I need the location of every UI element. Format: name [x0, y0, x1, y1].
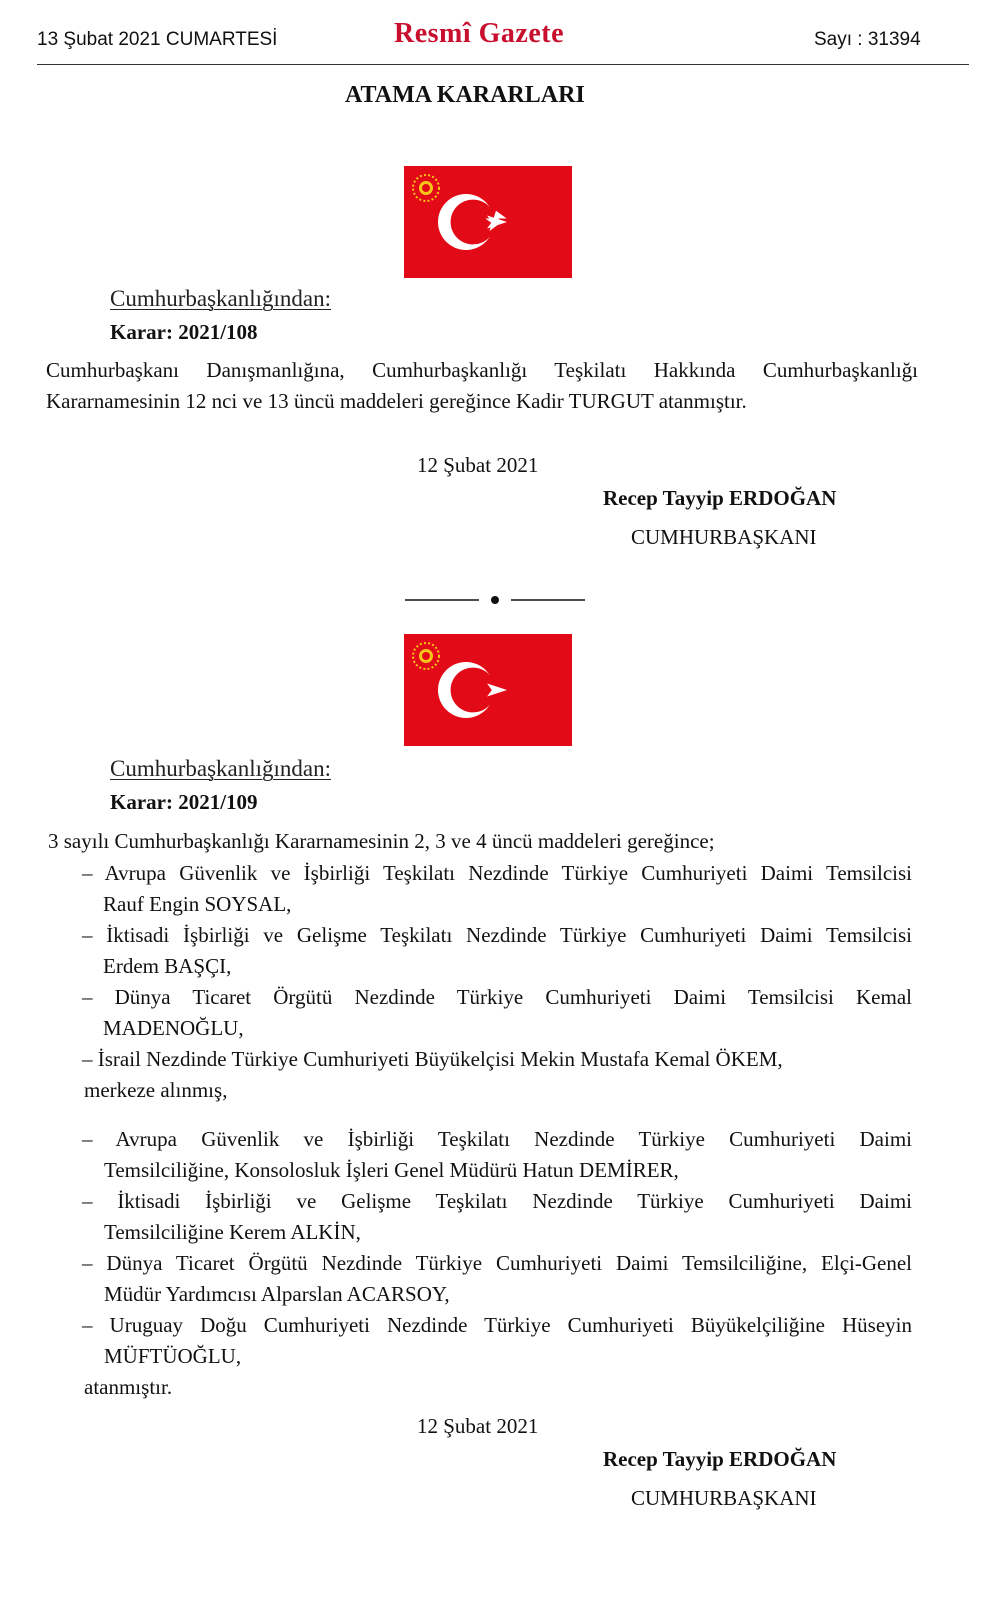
appointed-close: atanmıştır. [84, 1375, 173, 1399]
appointed-item-line2: Müdür Yardımcısı Alparslan ACARSOY, [104, 1282, 450, 1306]
recalled-item-line2: Erdem BAŞÇI, [103, 954, 232, 978]
decision1-signer: Recep Tayyip ERDOĞAN [603, 486, 837, 510]
turkish-flag-seal-icon [404, 634, 572, 746]
decision1-line-2: Kararnamesinin 12 nci ve 13 üncü maddeleri gereğince Kadir TURGUT atanmıştır. [46, 389, 747, 413]
decision1-signer-title: CUMHURBAŞKANI [631, 525, 817, 549]
decision1-authority: Cumhurbaşkanlığından: [110, 286, 332, 311]
decision2-authority: Cumhurbaşkanlığından: [110, 756, 332, 781]
appointed-item-line2: MÜFTÜOĞLU, [104, 1344, 242, 1368]
decision2-intro: 3 sayılı Cumhurbaşkanlığı Kararnamesinin 2, 3 ve 4 üncü maddeleri gereğince; [48, 829, 715, 853]
recalled-item-line2: Rauf Engin SOYSAL, [103, 892, 292, 916]
section-separator [405, 588, 595, 610]
section-title: ATAMA KARARLARI [345, 82, 585, 108]
appointed-item-line1: – Avrupa Güvenlik ve İşbirliği Teşkilatı Nezdinde Türkiye Cumhuriyeti Daimi [82, 1127, 912, 1151]
recalled-item-line1: – İktisadi İşbirliği ve Gelişme Teşkilatı Nezdinde Türkiye Cumhuriyeti Daimi Temsilcisi [82, 923, 912, 947]
masthead-title: Resmî Gazete [394, 18, 565, 49]
issue-number: Sayı : 31394 [814, 29, 921, 50]
decision2-date: 12 Şubat 2021 [417, 1414, 539, 1438]
decision2-number: Karar: 2021/109 [110, 790, 258, 814]
decision1-line-1: Cumhurbaşkanı Danışmanlığına, Cumhurbaşkanlığı Teşkilatı Hakkında Cumhurbaşkanlığı [46, 358, 918, 382]
appointed-item-line1: – Uruguay Doğu Cumhuriyeti Nezdinde Türkiye Cumhuriyeti Büyükelçiliğine Hüseyin [82, 1313, 912, 1337]
decision2-signer: Recep Tayyip ERDOĞAN [603, 1447, 837, 1471]
recalled-item-line2: MADENOĞLU, [103, 1016, 244, 1040]
recalled-item-line1: – Dünya Ticaret Örgütü Nezdinde Türkiye Cumhuriyeti Daimi Temsilcisi Kemal [82, 985, 912, 1009]
appointed-item-line2: Temsilciliğine Kerem ALKİN, [104, 1220, 361, 1244]
recalled-item-line1: – İsrail Nezdinde Türkiye Cumhuriyeti Büyükelçisi Mekin Mustafa Kemal ÖKEM, [82, 1047, 783, 1071]
issue-date: 13 Şubat 2021 CUMARTESİ [37, 29, 278, 50]
decision1-date: 12 Şubat 2021 [417, 453, 539, 477]
appointed-item-line1: – Dünya Ticaret Örgütü Nezdinde Türkiye Cumhuriyeti Daimi Temsilciliğine, Elçi-Genel [82, 1251, 912, 1275]
decision2-signer-title: CUMHURBAŞKANI [631, 1486, 817, 1510]
appointed-item-line1: – İktisadi İşbirliği ve Gelişme Teşkilatı Nezdinde Türkiye Cumhuriyeti Daimi [82, 1189, 912, 1213]
header-rule [37, 64, 969, 65]
appointed-item-line2: Temsilciliğine, Konsolosluk İşleri Genel Müdürü Hatun DEMİRER, [104, 1158, 679, 1182]
recalled-close: merkeze alınmış, [84, 1078, 228, 1102]
turkish-flag-seal-icon [404, 166, 572, 278]
recalled-item-line1: – Avrupa Güvenlik ve İşbirliği Teşkilatı Nezdinde Türkiye Cumhuriyeti Daimi Temsilcisi [82, 861, 912, 885]
decision1-number: Karar: 2021/108 [110, 320, 258, 344]
